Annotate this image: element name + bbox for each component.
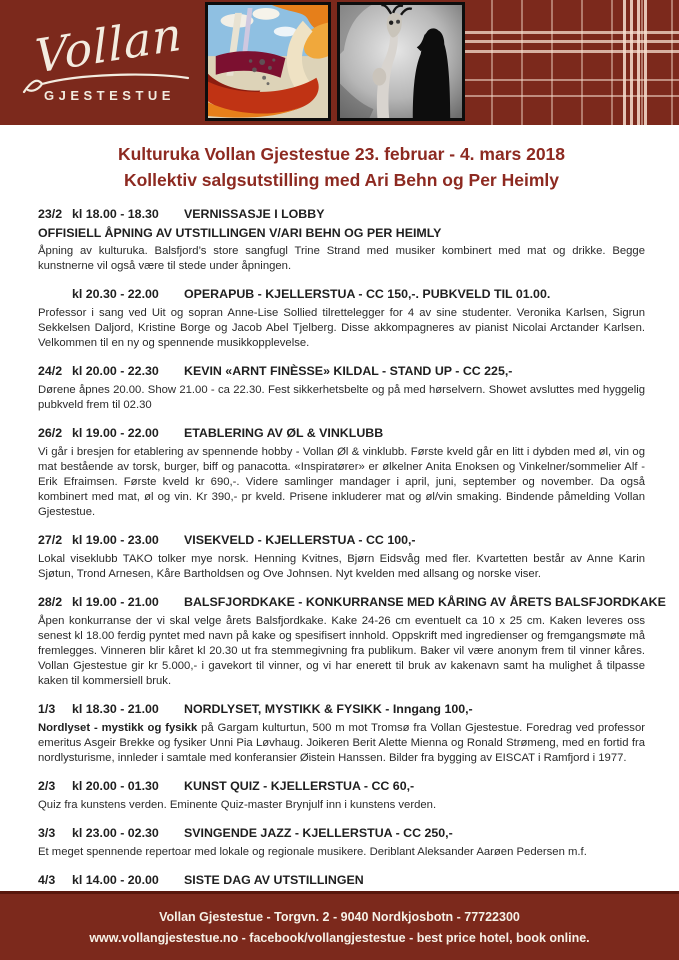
event-description: Dørene åpnes 20.00. Show 21.00 - ca 22.30. Fest sikkerhetsbelte og på med hørselvern. Showet avsluttes med hyggelig pubkveld frem til 02.30 — [38, 383, 645, 411]
event-title: KUNST QUIZ - KJELLERSTUA - CC 60,- — [184, 778, 415, 793]
event-row — [38, 826, 645, 840]
artwork-bw-photo — [337, 2, 465, 121]
event-title: KEVIN «ARNT FINÈSSE» KILDAL - STAND UP - CC 225,- — [184, 363, 513, 378]
program-body — [0, 125, 679, 891]
event-row — [38, 702, 645, 716]
event-time: kl 20.00 - 01.30 — [72, 778, 159, 793]
event-time: kl 20.00 - 22.30 — [72, 363, 159, 378]
event-time: kl 18.00 - 18.30 — [72, 206, 159, 221]
event-title: NORDLYSET, MYSTIKK & FYSIKK - Inngang 100,- — [184, 701, 473, 716]
footer-band — [0, 891, 679, 960]
event-date: 3/3 — [38, 825, 56, 840]
event-date: 23/2 — [38, 206, 63, 221]
event-time: kl 23.00 - 02.30 — [72, 825, 159, 840]
event-time: kl 20.30 - 22.00 — [72, 286, 159, 301]
event-date: 2/3 — [38, 778, 56, 793]
event-description-rest: på Gargam kulturtun, 500 m mot Tromsø fra Vollan Gjestestue. Foredrag ved professor emeritus Asgeir Brekke og fysiker Unni Pia Løvhaug. Joikeren Berit Alette Mienna og Ronald Strømeng, med en fortid fra nordlysturisme, innleder i samtale med konferansier Øistein Hanssen. Bilder fra bygging av EISCAT i Ramfjord i 1977. — [38, 721, 645, 764]
abstract-painting-graphic — [208, 5, 328, 118]
event-description: Åpning av kulturuka. Balsfjord’s store sangfugl Trine Strand med musiker kombinert med mat og drikke. Begge kunstnerne vil også være til stede under åpningen. — [38, 244, 645, 272]
event-row — [38, 873, 645, 887]
event-description-lead: Nordlyset - mystikk og fysikk — [38, 721, 198, 734]
poster-title-line2: Kollektiv salgsutstilling med Ari Behn og Per Heimly — [123, 170, 559, 191]
event-row — [38, 426, 645, 440]
tartan-pattern — [465, 0, 679, 125]
event-row — [38, 364, 645, 378]
event-description: Lokal viseklubb TAKO tolker mye norsk. Henning Kvitnes, Bjørn Eidsvåg med fler. Kvartetten består av Anne Karin Sjøtun, Trond Arnesen, Kåre Bartholdsen og Ove Johnsen. Nyt kvelden med allsang og norske viser. — [38, 552, 645, 580]
bw-portrait-graphic — [340, 5, 462, 118]
event-date: 27/2 — [38, 532, 63, 547]
event-description — [38, 721, 645, 766]
event-time: kl 14.00 - 20.00 — [72, 872, 159, 887]
event-title: SISTE DAG AV UTSTILLINGEN — [184, 872, 364, 887]
event-row — [38, 533, 645, 547]
event-subtitle: OFFISIELL ÅPNING AV UTSTILLINGEN V/ARI BEHN OG PER HEIMLY — [38, 225, 442, 240]
header-band — [0, 0, 679, 125]
event-description: Vi går i bresjen for etablering av spennende hobby - Vollan Øl & vinklubb. Første kveld går en litt i dybden med øl, vin og mat bestående av torsk, burger, biff og panacotta. «Inspiratører» er ølkelner Anita Enoksen og Vinkelner/sommelier Alf - Erik Efraimsen. Første kveld kr 690,-. Videre samlinger mandager i april, juni, september og november. Da også kombinert med mat, øl og vin. Kr 390,- pr kveld. Prisene inkluderer mat og øl/vin smaking. Bindende påmelding Vollan Gjestestue. — [38, 445, 645, 518]
footer-address: Vollan Gjestestue - Torgvn. 2 - 9040 Nordkjosbotn - 77722300 — [159, 909, 520, 924]
event-title: ETABLERING AV ØL & VINKLUBB — [184, 425, 384, 440]
footer-web: www.vollangjestestue.no - facebook/vollangjestestue - best price hotel, book online. — [89, 930, 590, 945]
event-title: SVINGENDE JAZZ - KJELLERSTUA - CC 250,- — [184, 825, 453, 840]
event-date: 24/2 — [38, 363, 63, 378]
event-row — [38, 594, 666, 609]
event-row — [38, 287, 645, 301]
event-title: VERNISSASJE I LOBBY — [184, 206, 325, 221]
poster-title — [38, 141, 645, 194]
vollan-logo — [0, 0, 205, 125]
event-row — [38, 207, 645, 221]
event-date: 1/3 — [38, 701, 56, 716]
poster-title-line1: Kulturuka Vollan Gjestestue 23. februar - 4. mars 2018 — [117, 144, 566, 164]
event-description: Quiz fra kunstens verden. Eminente Quiz-master Brynjulf inn i kunstens verden. — [38, 798, 437, 811]
event-date: 4/3 — [38, 872, 56, 887]
event-description: Professor i sang ved Uit og sopran Anne-Lise Sollied tilrettelegger for 4 av sine studenter. Veronika Karlsen, Sigrun Sekkelsen Daljord, Kristine Borge og Jacob Abel Tjelberg. Disse akkompagneres av pianist Nicolai Arctander Karlsen. Velkommen til en ny og spennende musikkopplevelse. — [38, 306, 645, 349]
event-description: Åpen konkurranse der vi skal velge årets Balsfjordkake. Kake 24-26 cm eventuelt ca 10 x 25 cm. Kaken leveres oss senest kl 18.00 ferdig pyntet med navn på kake og spesifisert innhold. Oppskrift med ingredienser og fremgangsmøte må fremlegges. Vinneren blir kåret kl 20.30 ut fra stemmegivning fra publikum. Baker vil være anonym frem til vinner kåres. Vollan Gjestestue gir kr 5.000,- i gavekort til vinner, og vi har enerett til bruk av kakenavn samt ha mulighet å tilpasse kaken til kommersiell bruk. — [38, 614, 645, 687]
event-date: 26/2 — [38, 425, 63, 440]
event-time: kl 19.00 - 21.00 — [72, 594, 159, 609]
event-date: 28/2 — [38, 594, 63, 609]
event-title: OPERAPUB - KJELLERSTUA - CC 150,-. PUBKVELD TIL 01.00. — [184, 286, 551, 301]
logo-subtitle-text: GJESTESTUE — [44, 88, 175, 103]
event-time: kl 19.00 - 23.00 — [72, 532, 159, 547]
event-row — [38, 779, 645, 793]
logo-script-text: Vollan — [33, 6, 184, 84]
event-description: Et meget spennende repertoar med lokale og regionale musikere. Deriblant Aleksander Aarøen Pedersen m.f. — [38, 845, 587, 858]
event-title: VISEKVELD - KJELLERSTUA - CC 100,- — [184, 532, 416, 547]
event-time: kl 18.30 - 21.00 — [72, 701, 159, 716]
event-time: kl 19.00 - 22.00 — [72, 425, 159, 440]
event-title: BALSFJORDKAKE - KONKURRANSE MED KÅRING AV ÅRETS BALSFJORDKAKE — [184, 594, 666, 609]
artwork-abstract-painting — [205, 2, 331, 121]
